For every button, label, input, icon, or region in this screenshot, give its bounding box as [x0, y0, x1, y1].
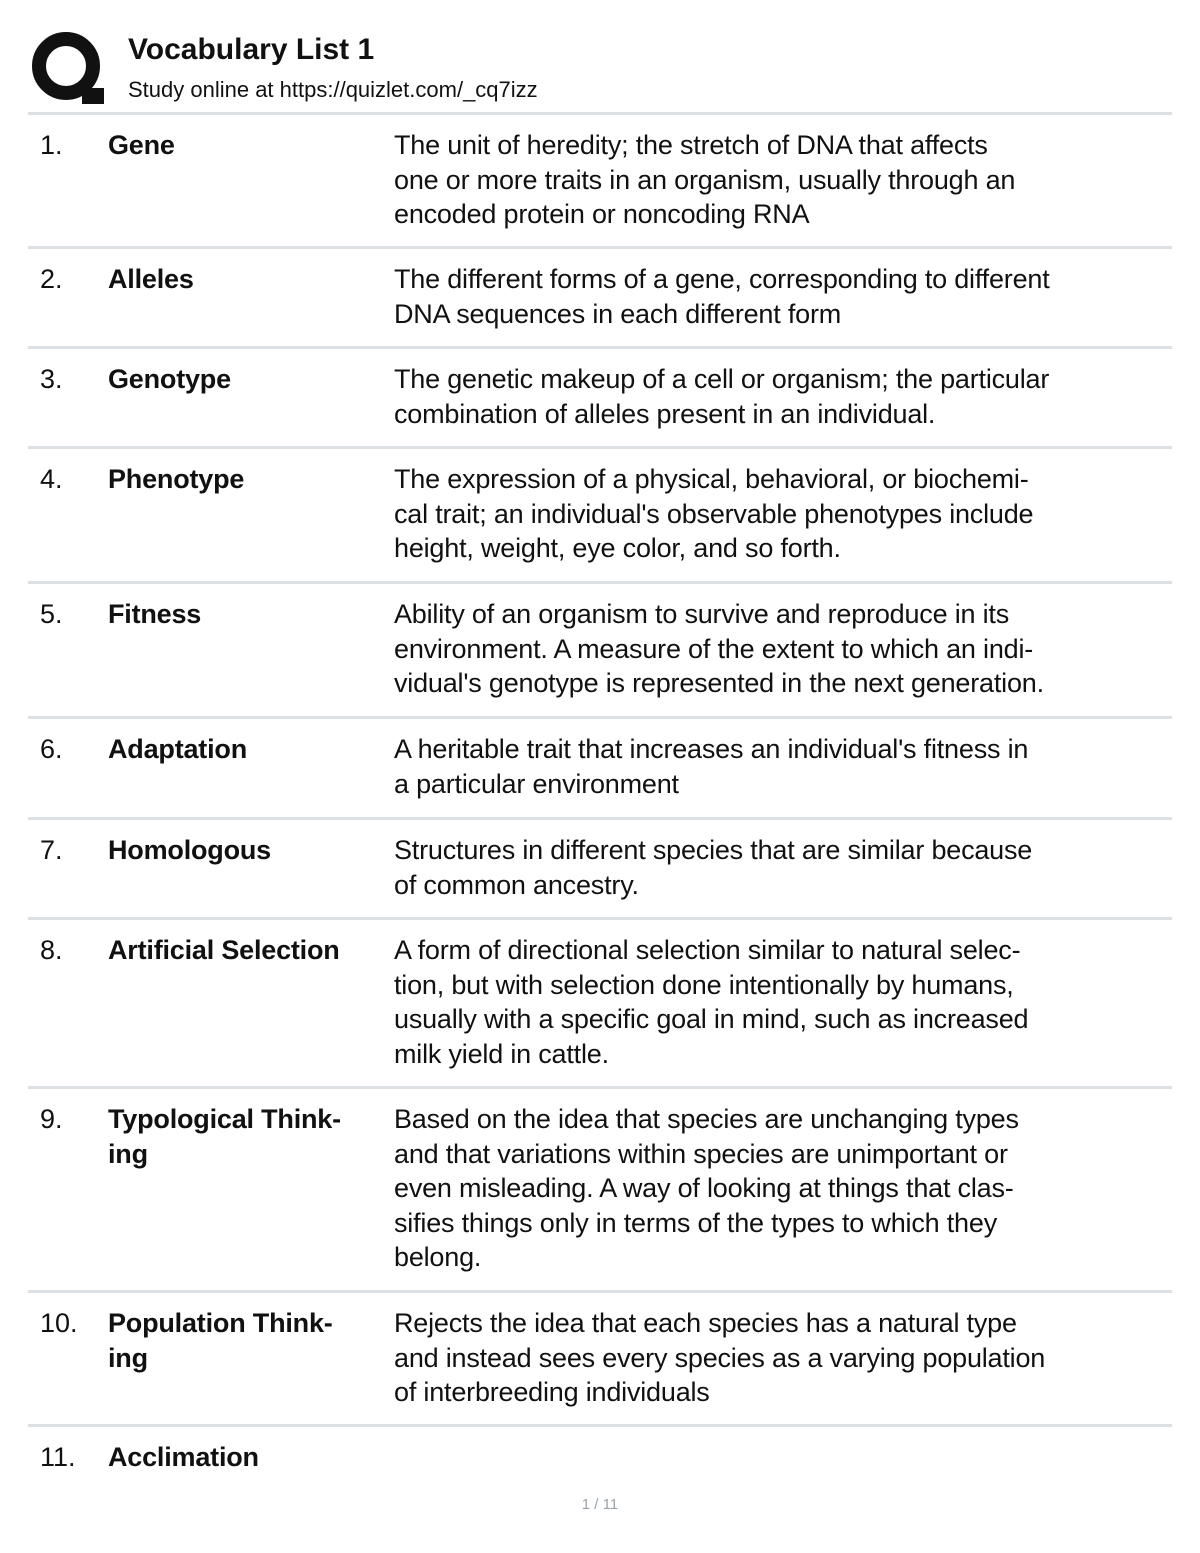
entry-definition: [394, 933, 1172, 1086]
definition-line: of interbreeding individuals: [394, 1377, 710, 1407]
definition-line: Based on the idea that species are unchanging types: [394, 1104, 1019, 1134]
definition-line: usually with a specific goal in mind, such as increased: [394, 1004, 1029, 1034]
vocab-entry: [28, 446, 1172, 581]
vocabulary-list: [28, 112, 1172, 1484]
entry-term: Adaptation: [108, 734, 247, 764]
term-line: ing: [108, 1138, 148, 1169]
entry-number: 11.: [40, 1442, 76, 1472]
entry-definition: [394, 1102, 1172, 1290]
definition-line: DNA sequences in each different form: [394, 298, 842, 329]
entry-definition: [394, 128, 1172, 246]
vocab-entry: [28, 346, 1172, 446]
definition-line: Rejects the idea that each species has a natural type: [394, 1308, 1017, 1338]
quizlet-q-logo-icon: [30, 30, 106, 106]
definition-line: vidual's genotype is represented in the next generation.: [394, 668, 1044, 698]
vocab-entry: [28, 112, 1172, 246]
vocab-entry: [28, 817, 1172, 917]
entry-number: 2.: [40, 264, 63, 294]
term-line: Population Think-: [108, 1308, 333, 1338]
definition-line: The genetic makeup of a cell or organism; the particular: [394, 364, 1050, 394]
entry-term: Acclimation: [108, 1442, 259, 1472]
entry-number: 4.: [40, 464, 63, 494]
definition-line: belong.: [394, 1242, 482, 1272]
vocab-entry: [28, 1424, 1172, 1484]
vocab-entry: [28, 581, 1172, 716]
definition-line: and that variations within species are unimportant or: [394, 1138, 1008, 1169]
page-indicator: 1 / 11: [581, 1496, 619, 1513]
definition-line: Ability of an organism to survive and reproduce in its: [394, 599, 1010, 629]
entry-term: [108, 1102, 394, 1290]
entry-term: Fitness: [108, 599, 202, 629]
entry-definition: [394, 833, 1172, 917]
entry-term: Artificial Selection: [108, 935, 340, 965]
definition-line: environment. A measure of the extent to which an indi-: [394, 633, 1034, 664]
definition-line: and instead sees every species as a varying population: [394, 1342, 1046, 1373]
entry-definition: [394, 462, 1172, 581]
definition-line: a particular environment: [394, 768, 679, 799]
definition-line: even misleading. A way of looking at things that clas-: [394, 1173, 1014, 1203]
vocab-entry: [28, 246, 1172, 346]
document-header: [30, 28, 1170, 108]
entry-definition: [394, 262, 1172, 346]
entry-term: Phenotype: [108, 464, 245, 494]
definition-line: sifies things only in terms of the types to which they: [394, 1207, 997, 1238]
vocab-entry: [28, 1290, 1172, 1424]
definition-line: The expression of a physical, behavioral, or biochemi-: [394, 464, 1029, 494]
entry-number: 9.: [40, 1104, 63, 1134]
entry-number: 8.: [40, 935, 63, 965]
definition-line: A form of directional selection similar to natural selec-: [394, 935, 1021, 965]
entry-term: Gene: [108, 130, 175, 160]
entry-number: 7.: [40, 835, 63, 865]
entry-definition: [394, 362, 1172, 446]
definition-line: tion, but with selection done intentionally by humans,: [394, 969, 1014, 1000]
entry-definition: [394, 1306, 1172, 1424]
document-title: Vocabulary List 1: [128, 33, 375, 66]
vocab-entry: [28, 917, 1172, 1086]
entry-term: Homologous: [108, 835, 271, 865]
entry-number: 3.: [40, 364, 63, 394]
entry-number: 1.: [40, 130, 63, 160]
definition-line: The different forms of a gene, corresponding to different: [394, 264, 1050, 294]
entry-number: 6.: [40, 734, 63, 764]
definition-line: milk yield in cattle.: [394, 1038, 609, 1069]
definition-line: of common ancestry.: [394, 869, 639, 900]
entry-definition: [394, 597, 1172, 716]
vocab-entry: [28, 716, 1172, 817]
entry-term: Genotype: [108, 364, 231, 394]
study-online-link[interactable]: Study online at https://quizlet.com/_cq7izz: [128, 77, 538, 102]
definition-line: The unit of heredity; the stretch of DNA that affects: [394, 130, 988, 160]
term-line: ing: [108, 1342, 148, 1373]
definition-line: A heritable trait that increases an individual's fitness in: [394, 734, 1029, 764]
entry-definition: [394, 732, 1172, 817]
vocab-entry: [28, 1086, 1172, 1290]
definition-line: height, weight, eye color, and so forth.: [394, 533, 841, 563]
entry-term: Alleles: [108, 264, 194, 294]
entry-definition: [394, 1440, 1172, 1484]
definition-line: Structures in different species that are similar because: [394, 835, 1033, 865]
entry-term: [108, 1306, 394, 1424]
definition-line: cal trait; an individual's observable phenotypes include: [394, 498, 1034, 529]
definition-line: combination of alleles present in an individual.: [394, 398, 936, 429]
entry-number: 10.: [40, 1308, 78, 1338]
entry-number: 5.: [40, 599, 63, 629]
definition-line: encoded protein or noncoding RNA: [394, 199, 810, 229]
definition-line: one or more traits in an organism, usually through an: [394, 164, 1016, 195]
term-line: Typological Think-: [108, 1104, 341, 1134]
